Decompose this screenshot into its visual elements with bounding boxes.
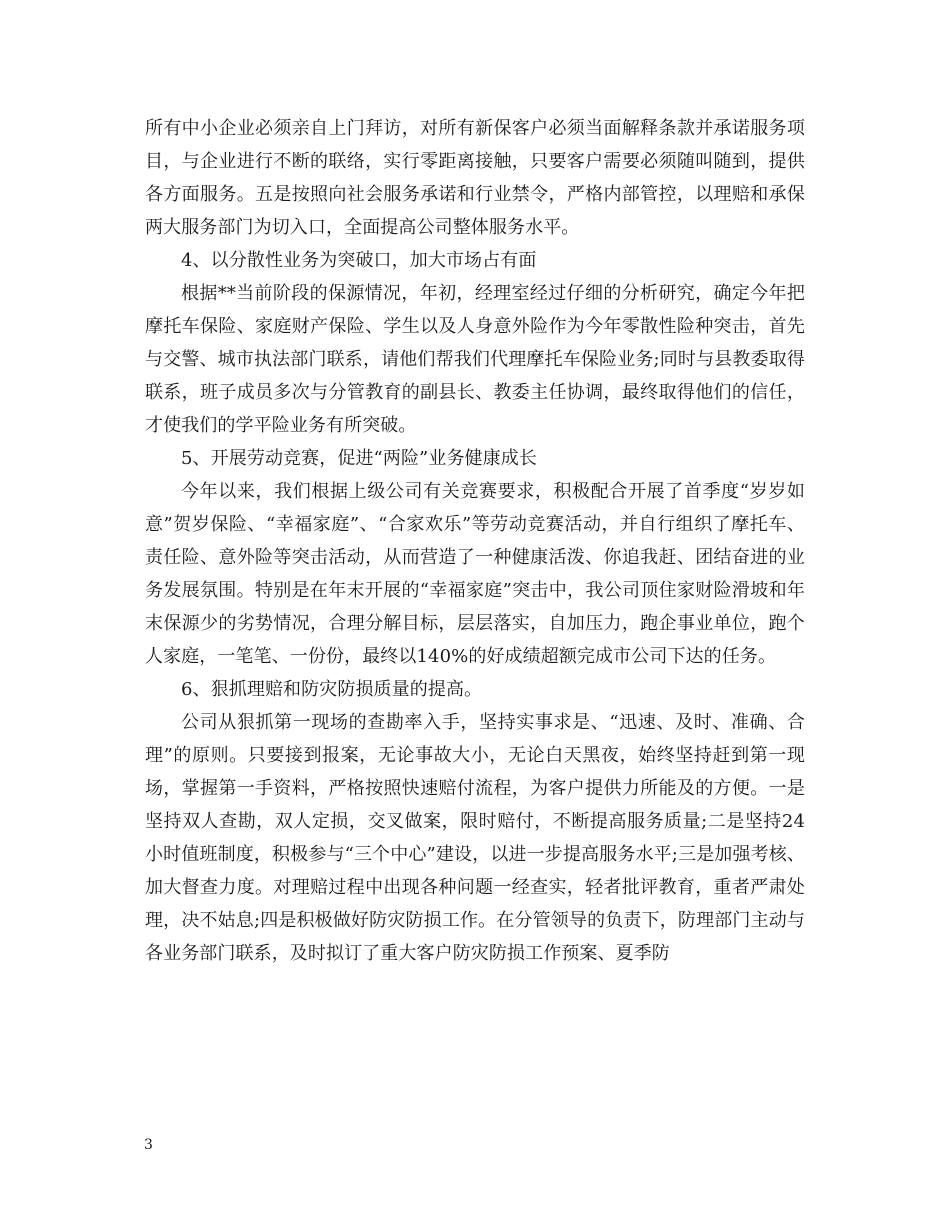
paragraph-continuation: 所有中小企业必须亲自上门拜访，对所有新保客户必须当面解释条款并承诺服务项目，与企业进行不断的联络，实行零距离接触，只要客户需要必须随叫随到，提供各方面服务。五是按照向社会服务承诺和行业禁令，严格内部管控，以理赔和承保两大服务部门为切入口，全面提高公司整体服务水平。 bbox=[145, 118, 805, 238]
section-heading-6: 6、狠抓理赔和防灾防损质量的提高。 bbox=[181, 679, 483, 700]
page-number: 3 bbox=[144, 1137, 153, 1153]
paragraph-section-4: 根据**当前阶段的保源情况，年初，经理室经过仔细的分析研究，确定今年把摩托车保险、家庭财产保险、学生以及人身意外险作为今年零散性险种突击，首先与交警、城市执法部门联系，请他们帮我们代理摩托车保险业务;同时与县教委取得联系，班子成员多次与分管教育的副县长、教委主任协调，最终取得他们的信任，才使我们的学平险业务有所突破。 bbox=[145, 283, 805, 436]
paragraph-section-6: 公司从狠抓第一现场的查勘率入手，坚持实事求是、“迅速、及时、准确、合理”的原则。只要接到报案，无论事故大小，无论白天黑夜，始终坚持赶到第一现场，掌握第一手资料，严格按照快速赔付流程，为客户提供力所能及的方便。一是坚持双人查勘，双人定损，交叉做案，限时赔付，不断提高服务质量;二是坚持24小时值班制度，积极参与“三个中心”建设，以进一步提高服务水平;三是加强考核、加大督查力度。对理赔过程中出现各种问题一经查实，轻者批评教育，重者严肃处理，决不姑息;四是积极做好防灾防损工作。在分管领导的负责下，防理部门主动与各业务部门联系，及时拟订了重大客户防灾防损工作预案、夏季防 bbox=[145, 712, 805, 964]
section-heading-5: 5、开展劳动竞赛，促进“两险”业务健康成长 bbox=[181, 448, 537, 469]
document-body bbox=[145, 112, 805, 970]
section-heading-4: 4、以分散性业务为突破口，加大市场占有面 bbox=[181, 250, 537, 271]
paragraph-section-5: 今年以来，我们根据上级公司有关竞赛要求，积极配合开展了首季度“岁岁如意”贺岁保险、“幸福家庭”、“合家欢乐”等劳动竞赛活动，并自行组织了摩托车、责任险、意外险等突击活动，从而营造了一种健康活泼、你追我赶、团结奋进的业务发展氛围。特别是在年末开展的“幸福家庭”突击中，我公司顶住家财险滑坡和年末保源少的劣势情况，合理分解目标，层层落实，自加压力，跑企事业单位，跑个人家庭，一笔笔、一份份，最终以140%的好成绩超额完成市公司下达的任务。 bbox=[145, 481, 805, 667]
